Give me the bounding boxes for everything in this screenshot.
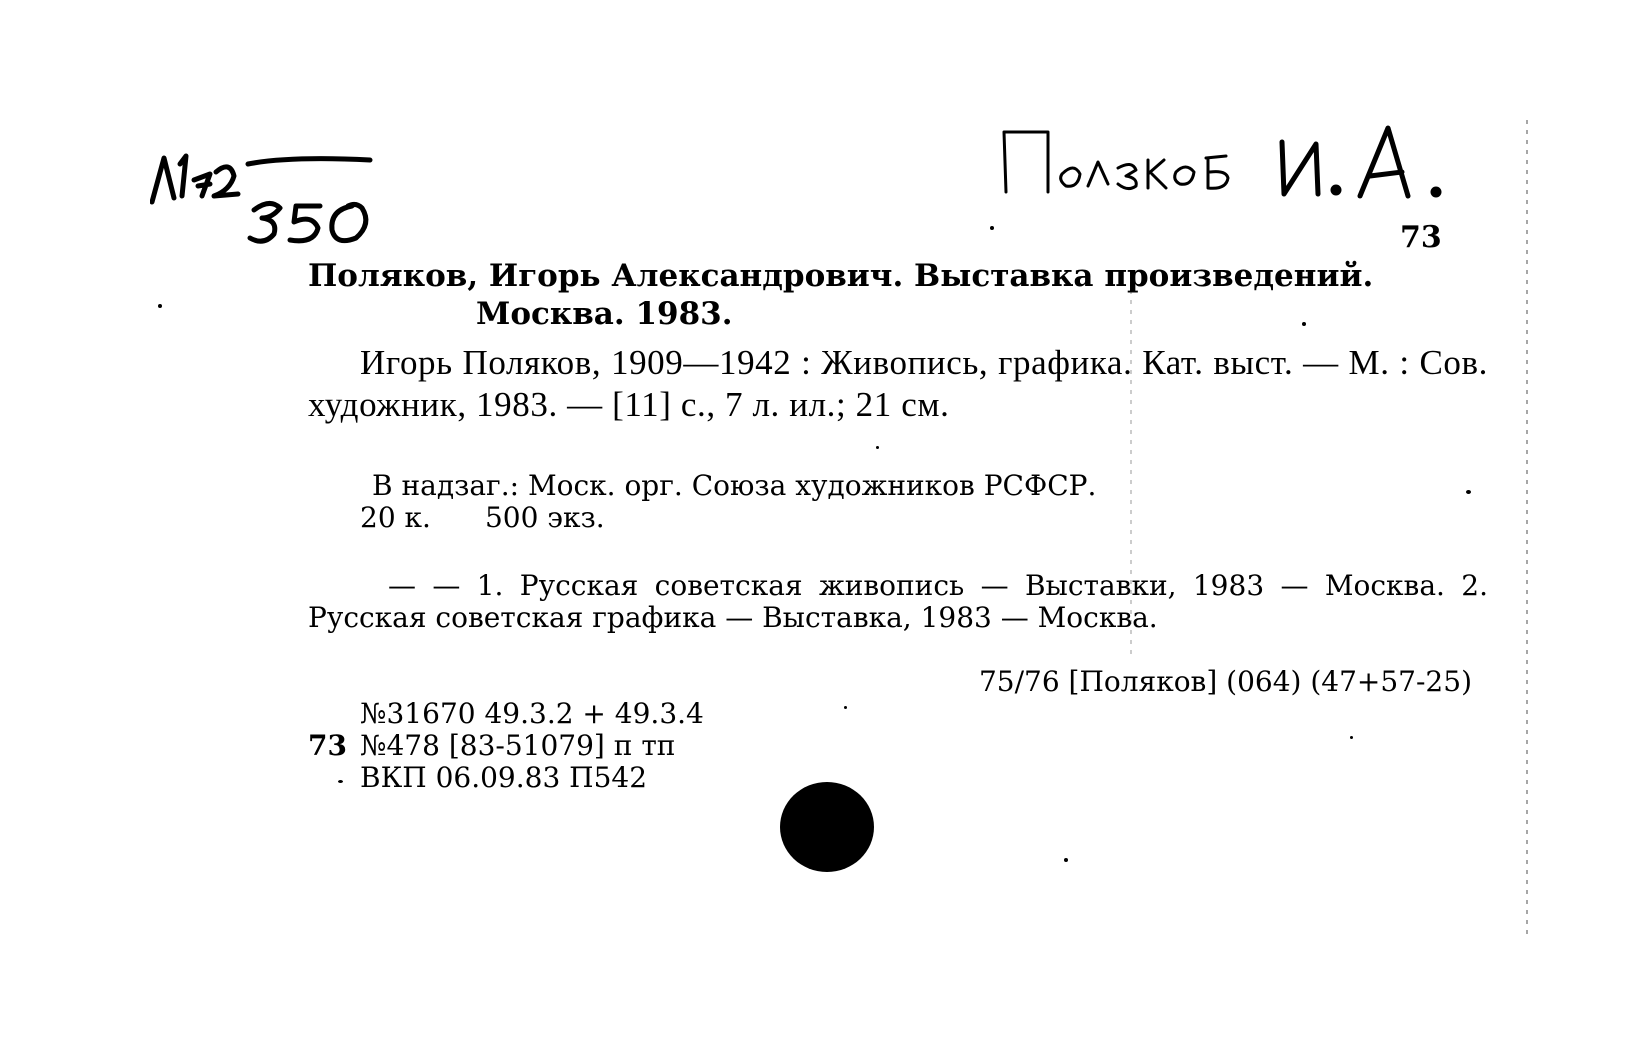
publication-line xyxy=(308,730,675,762)
scan-speck xyxy=(1064,858,1068,862)
handwritten-author-drawing xyxy=(1000,122,1460,207)
entry-heading-line1: Поляков, Игорь Александрович. Выставка произведений. xyxy=(308,258,1374,294)
price: 20 к. xyxy=(360,501,431,534)
bibliographic-description: Игорь Поляков, 1909—1942 : Живопись, графика. Кат. выст. — М. : Сов. художник, 1983. — [11] с., 7 л. ил.; 21 см. xyxy=(308,343,1488,424)
classification-code: 75/76 [Поляков] (064) (47+57-25) xyxy=(978,665,1472,698)
page-number: 73 xyxy=(1400,220,1442,255)
scan-speck xyxy=(1302,322,1306,326)
entry-heading xyxy=(308,257,1488,333)
scan-speck xyxy=(990,226,994,230)
scan-speck xyxy=(1466,490,1471,494)
scan-artifact-line xyxy=(1526,120,1528,940)
scan-speck xyxy=(1350,736,1353,739)
scan-speck xyxy=(844,706,847,709)
scan-speck xyxy=(158,304,162,308)
handwritten-call-number-drawing xyxy=(150,150,400,250)
scan-speck xyxy=(338,780,343,783)
punch-hole xyxy=(780,782,874,872)
scan-artifact-line xyxy=(1130,280,1132,660)
entry-heading-line2: Москва. 1983. xyxy=(476,296,733,332)
scan-speck xyxy=(876,446,879,449)
publication-label: 73 xyxy=(308,729,347,762)
copies-count: 500 экз. xyxy=(484,501,605,534)
vkp-line: ВКП 06.09.83 П542 xyxy=(360,761,648,794)
subject-headings: — — 1. Русская советская живопись — Выставки, 1983 — Москва. 2. Русская советская графика — Выставка, 1983 — Москва. xyxy=(308,569,1488,634)
handwritten-author-name xyxy=(1000,122,1460,207)
price-line xyxy=(360,502,605,534)
handwritten-call-number xyxy=(150,150,400,250)
record-number-line: №31670 49.3.2 + 49.3.4 xyxy=(360,697,704,730)
title-note: В надзаг.: Моск. орг. Союза художников РСФСР. xyxy=(372,469,1097,502)
publication-text: №478 [83-51079] п тп xyxy=(360,729,676,762)
